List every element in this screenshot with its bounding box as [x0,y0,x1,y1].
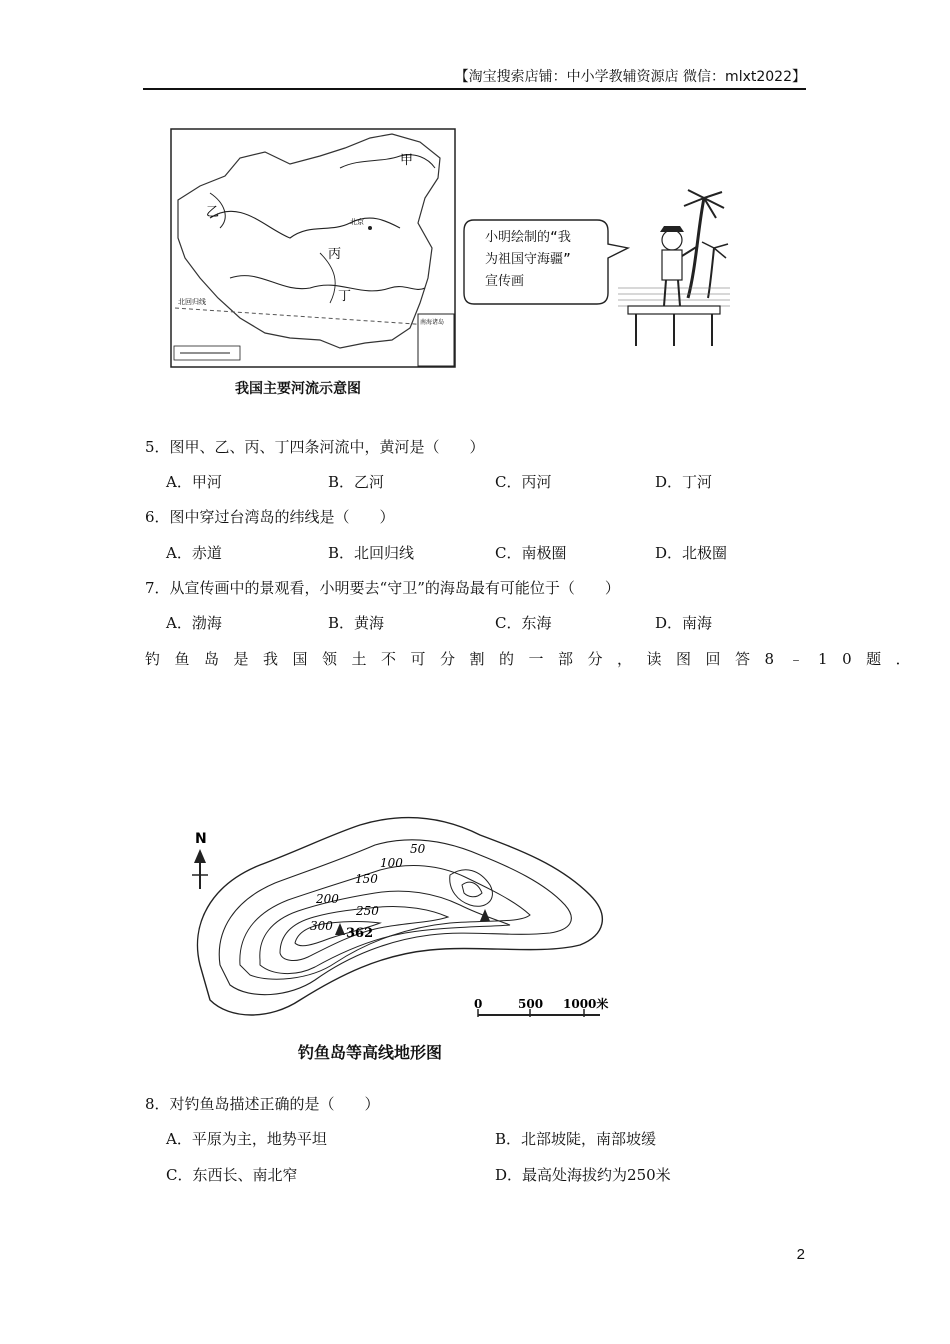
q8-option-b: B．北部坡陡，南部坡缓 [495,1130,657,1148]
contour-label-200: 200 [316,892,339,906]
label-bing: 丙 [328,247,342,262]
q5-option-d: D．丁河 [655,473,713,491]
q7-option-a: A．渤海 [166,614,222,632]
q8-option-c: C．东西长、南北窄 [166,1166,298,1184]
label-beijing: 北京 [350,218,364,226]
question-7-stem: 7．从宣传画中的景观看，小明要去“守卫”的海岛最有可能位于（ ） [145,579,620,597]
contour-label-300: 300 [310,919,333,933]
figure2-caption: 钓鱼岛等高线地形图 [298,1043,443,1062]
label-jia: 甲 [400,153,414,168]
label-scs: 南海诸岛 [420,319,445,326]
label-yi: 乙 [206,205,220,220]
bubble-line-3: 宣传画 [485,274,525,289]
contour-label-50: 50 [410,842,426,856]
q6-option-a: A．赤道 [166,544,222,562]
question-6-stem: 6．图中穿过台湾岛的纬线是（ ） [145,508,395,526]
intro-text: 钓鱼岛是我国领土不可分割的一部分，读图回答8﹣10题． [145,650,926,668]
question-8-stem: 8．对钓鱼岛描述正确的是（ ） [145,1095,380,1113]
contour-label-250: 250 [356,904,379,918]
scale-0: 0 [474,997,483,1011]
q5-option-b: B．乙河 [328,473,385,491]
bubble-line-2: 为祖国守海疆” [485,252,571,267]
contour-label-150: 150 [355,872,378,886]
china-river-map [170,128,456,368]
label-ding: 丁 [338,289,352,304]
q6-option-c: C．南极圈 [495,544,567,562]
contour-label-100: 100 [380,856,403,870]
page-number: 2 [796,1246,805,1263]
q6-option-b: B．北回归线 [328,544,415,562]
q8-option-d: D．最高处海拔约为250米 [495,1166,671,1184]
scale-500: 500 [518,997,544,1011]
q7-option-c: C．东海 [495,614,552,632]
page-header: 【淘宝搜索店铺：中小学教辅资源店 微信：mlxt2022】 [143,66,806,90]
peak-elevation: 362 [346,926,374,941]
q5-option-c: C．丙河 [495,473,552,491]
figure1-caption: 我国主要河流示意图 [235,381,361,397]
diaoyu-contour-map [180,805,610,1035]
question-5-stem: 5．图甲、乙、丙、丁四条河流中，黄河是（ ） [145,438,485,456]
q6-option-d: D．北极圈 [655,544,728,562]
scale-1000: 1000米 [563,997,609,1011]
q5-option-a: A．甲河 [166,473,222,491]
island-guard-illustration [618,188,730,350]
q7-option-d: D．南海 [655,614,713,632]
label-tropic: 北回归线 [178,298,206,306]
north-label: N [195,831,207,847]
q7-option-b: B．黄海 [328,614,385,632]
q8-option-a: A．平原为主，地势平坦 [166,1130,327,1148]
bubble-line-1: 小明绘制的“我 [485,230,571,245]
